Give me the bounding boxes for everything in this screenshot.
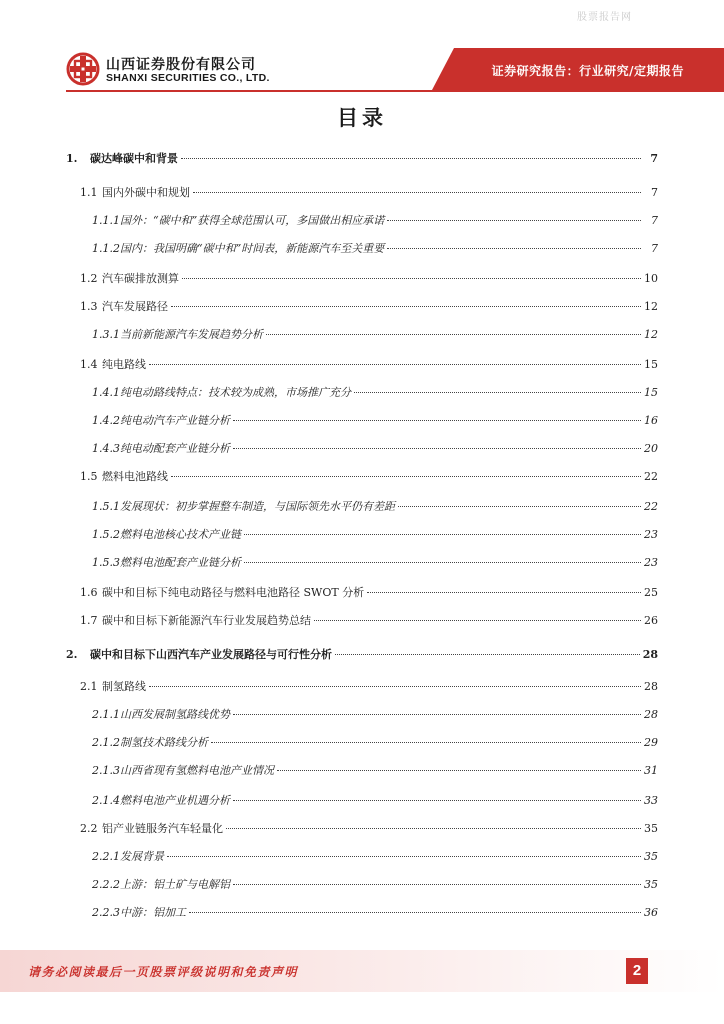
- toc-entry[interactable]: [92, 414, 658, 428]
- toc-entry-page: 31: [644, 764, 658, 777]
- toc-entry-page: 28: [644, 708, 658, 721]
- toc-entry[interactable]: [92, 500, 658, 514]
- toc-entry-page: 12: [644, 300, 658, 313]
- toc-entry-page: 7: [651, 214, 658, 227]
- toc-leader-dots: [233, 800, 641, 801]
- toc-entry-title: 汽车碳排放测算: [102, 272, 179, 285]
- toc-entry-number: 1.1.1: [92, 214, 120, 227]
- toc-entry-title: 燃料电池配套产业链分析: [120, 556, 241, 569]
- toc-entry-title: 纯电动汽车产业链分析: [120, 414, 230, 427]
- toc-leader-dots: [171, 476, 641, 477]
- toc-leader-dots: [244, 562, 641, 563]
- toc-entry-number: 1.5.2: [92, 528, 120, 541]
- report-type-label: 证券研究报告：行业研究/定期报告: [491, 64, 684, 78]
- toc-leader-dots: [189, 912, 641, 913]
- toc-entry-number: 1.1: [80, 186, 98, 199]
- disclaimer-notice: 请务必阅读最后一页股票评级说明和免责声明: [28, 965, 299, 979]
- toc-entry-number: 1.5.3: [92, 556, 120, 569]
- toc-leader-dots: [226, 828, 641, 829]
- toc-leader-dots: [233, 884, 641, 885]
- page-number: 2: [626, 958, 648, 984]
- toc-entry-page: 29: [644, 736, 658, 749]
- toc-leader-dots: [266, 334, 641, 335]
- toc-entry-number: 1.4.1: [92, 386, 120, 399]
- toc-leader-dots: [211, 742, 641, 743]
- toc-entry[interactable]: [66, 152, 658, 166]
- toc-entry-title: 山西发展制氢路线优势: [120, 708, 230, 721]
- company-name-cn: 山西证券股份有限公司: [106, 57, 256, 73]
- toc-entry-page: 15: [644, 358, 658, 371]
- toc-entry-page: 10: [644, 272, 658, 285]
- toc-entry-title: 制氢技术路线分析: [120, 736, 208, 749]
- toc-leader-dots: [367, 592, 641, 593]
- toc-entry-number: 2.2.1: [92, 850, 120, 863]
- toc-leader-dots: [167, 856, 641, 857]
- toc-leader-dots: [314, 620, 641, 621]
- toc-entry-number: 1.4.2: [92, 414, 120, 427]
- toc-entry[interactable]: [92, 764, 658, 778]
- toc-entry-title: 燃料电池产业机遇分析: [120, 794, 230, 807]
- toc-entry-number: 1.6: [80, 586, 98, 599]
- toc-entry[interactable]: [80, 822, 658, 836]
- toc-entry-page: 25: [644, 586, 658, 599]
- toc-entry[interactable]: [80, 586, 658, 600]
- toc-entry-page: 23: [644, 528, 658, 541]
- toc-leader-dots: [149, 364, 641, 365]
- toc-entry[interactable]: [92, 906, 658, 920]
- toc-entry-page: 15: [644, 386, 658, 399]
- toc-leader-dots: [193, 192, 641, 193]
- toc-leader-dots: [398, 506, 641, 507]
- toc-leader-dots: [387, 220, 641, 221]
- toc-entry-title: 燃料电池路线: [102, 470, 168, 483]
- toc-entry-number: 1.5.1: [92, 500, 120, 513]
- toc-entry[interactable]: [92, 442, 658, 456]
- toc-entry-number: 2.1.4: [92, 794, 120, 807]
- toc-entry[interactable]: [80, 614, 658, 628]
- toc-entry-number: 1.2: [80, 272, 98, 285]
- toc-entry[interactable]: [92, 328, 658, 342]
- toc-entry-number: 2.1: [80, 680, 98, 693]
- toc-entry[interactable]: [80, 272, 658, 286]
- toc-entry-page: 22: [644, 500, 658, 513]
- company-name-en: SHANXI SECURITIES CO., LTD.: [106, 72, 270, 84]
- toc-entry-number: 2.: [66, 648, 78, 661]
- toc-entry-number: 1.: [66, 152, 78, 165]
- toc-entry-title: 碳达峰碳中和背景: [90, 152, 178, 165]
- toc-entry-title: 碳中和目标下新能源汽车行业发展趋势总结: [102, 614, 311, 627]
- toc-entry-title: 燃料电池核心技术产业链: [120, 528, 241, 541]
- toc-entry-title: 纯电动配套产业链分析: [120, 442, 230, 455]
- toc-entry-title: 发展现状：初步掌握整车制造，与国际领先水平仍有差距: [120, 500, 395, 513]
- toc-entry-page: 7: [650, 152, 658, 165]
- toc-leader-dots: [233, 448, 641, 449]
- toc-entry-title: 发展背景: [120, 850, 164, 863]
- header-divider: [66, 90, 724, 92]
- toc-entry-number: 1.1.2: [92, 242, 120, 255]
- toc-entry[interactable]: [92, 386, 658, 400]
- toc-leader-dots: [387, 248, 641, 249]
- toc-entry-number: 2.2.2: [92, 878, 120, 891]
- toc-leader-dots: [181, 158, 641, 159]
- toc-entry[interactable]: [92, 214, 658, 228]
- toc-entry-title: 国外：“碳中和”获得全球范围认可，多国做出相应承诺: [120, 214, 385, 227]
- toc-entry[interactable]: [92, 556, 658, 570]
- toc-entry-page: 33: [644, 794, 658, 807]
- toc-entry-number: 2.1.1: [92, 708, 120, 721]
- toc-entry-page: 35: [644, 878, 658, 891]
- toc-entry-page: 7: [651, 186, 658, 199]
- toc-leader-dots: [335, 654, 640, 655]
- toc-leader-dots: [354, 392, 641, 393]
- toc-leader-dots: [244, 534, 641, 535]
- toc-entry-page: 35: [644, 850, 658, 863]
- toc-entry[interactable]: [92, 708, 658, 722]
- toc-entry-page: 28: [644, 680, 658, 693]
- toc-entry-title: 山西省现有氢燃料电池产业情况: [120, 764, 274, 777]
- toc-entry[interactable]: [92, 794, 658, 808]
- toc-leader-dots: [233, 420, 641, 421]
- watermark-text: 股票报告网: [577, 12, 632, 23]
- toc-entry-title: 国内：我国明确“碳中和”时间表，新能源汽车至关重要: [120, 242, 385, 255]
- toc-entry-title: 当前新能源汽车发展趋势分析: [120, 328, 263, 341]
- toc-entry-page: 36: [644, 906, 658, 919]
- toc-leader-dots: [277, 770, 641, 771]
- toc-entry[interactable]: [92, 736, 658, 750]
- toc-entry[interactable]: [66, 648, 658, 662]
- toc-entry-title: 国内外碳中和规划: [102, 186, 190, 199]
- toc-entry-page: 12: [644, 328, 658, 341]
- toc-entry[interactable]: [92, 242, 658, 256]
- toc-leader-dots: [233, 714, 641, 715]
- page-header: [0, 48, 724, 92]
- toc-entry-page: 35: [644, 822, 658, 835]
- toc-leader-dots: [149, 686, 641, 687]
- toc-entry-page: 22: [644, 470, 658, 483]
- toc-entry-title: 制氢路线: [102, 680, 146, 693]
- toc-entry-number: 1.7: [80, 614, 98, 627]
- page-footer: [0, 950, 724, 992]
- toc-entry-title: 碳中和目标下纯电动路径与燃料电池路径 SWOT 分析: [102, 586, 365, 599]
- toc-entry-title: 碳中和目标下山西汽车产业发展路径与可行性分析: [90, 648, 332, 661]
- toc-entry[interactable]: [92, 878, 658, 892]
- toc-entry-number: 1.3: [80, 300, 98, 313]
- toc-entry-page: 16: [644, 414, 658, 427]
- toc-entry-page: 20: [644, 442, 658, 455]
- toc-entry[interactable]: [80, 680, 658, 694]
- toc-entry-number: 2.1.3: [92, 764, 120, 777]
- toc-entry-title: 上游：铝土矿与电解铝: [120, 878, 230, 891]
- toc-entry-page: 28: [642, 648, 658, 661]
- toc-entry-number: 1.3.1: [92, 328, 120, 341]
- toc-entry[interactable]: [80, 300, 658, 314]
- toc-entry-number: 2.2: [80, 822, 98, 835]
- toc-entry-page: 23: [644, 556, 658, 569]
- toc-entry-number: 2.2.3: [92, 906, 120, 919]
- toc-entry-number: 2.1.2: [92, 736, 120, 749]
- toc-entry[interactable]: [92, 528, 658, 542]
- toc-entry-title: 铝产业链服务汽车轻量化: [102, 822, 223, 835]
- toc-leader-dots: [171, 306, 641, 307]
- toc-entry-title: 纯电动路线特点：技术较为成熟，市场推广充分: [120, 386, 351, 399]
- company-logo-icon: [66, 52, 100, 86]
- toc-entry-title: 中游：铝加工: [120, 906, 186, 919]
- toc-entry-title: 纯电路线: [102, 358, 146, 371]
- toc-entry[interactable]: [92, 850, 658, 864]
- toc-entry-number: 1.5: [80, 470, 98, 483]
- toc-entry-number: 1.4: [80, 358, 98, 371]
- toc-entry[interactable]: [80, 470, 658, 484]
- toc-title: 目录: [337, 106, 387, 130]
- toc-entry-title: 汽车发展路径: [102, 300, 168, 313]
- toc-leader-dots: [182, 278, 641, 279]
- toc-entry-number: 1.4.3: [92, 442, 120, 455]
- toc-entry-page: 7: [651, 242, 658, 255]
- toc-entry[interactable]: [80, 358, 658, 372]
- toc-entry-page: 26: [644, 614, 658, 627]
- toc-entry[interactable]: [80, 186, 658, 200]
